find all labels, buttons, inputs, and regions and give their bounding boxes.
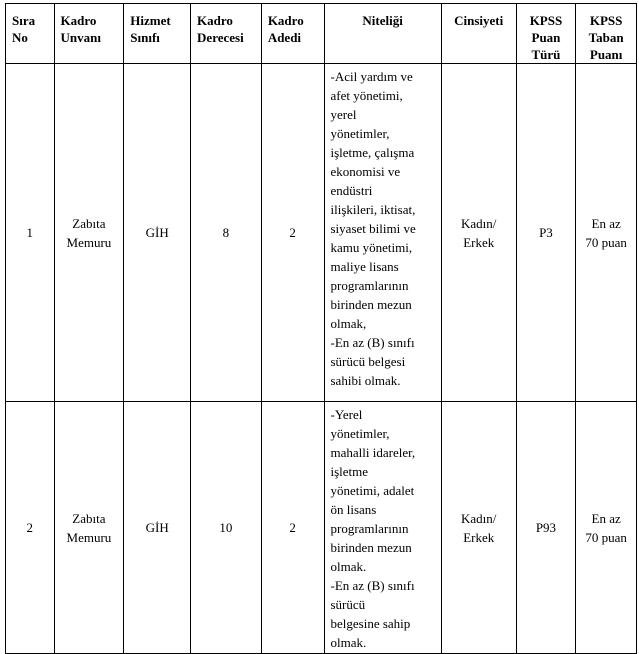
cell-kadro-adedi: 2	[261, 64, 324, 402]
header-niteligi: Niteliği	[324, 4, 441, 64]
table-row	[6, 402, 637, 654]
header-hizmet-sinifi: Hizmet Sınıfı	[124, 4, 191, 64]
header-sira-no: Sıra No	[6, 4, 55, 64]
kadro-table	[5, 3, 637, 654]
header-kadro-derecesi: Kadro Derecesi	[191, 4, 262, 64]
cell-niteligi: -Yerel yönetimler, mahalli idareler, işletme yönetimi, adalet ön lisans programlarının birinden mezun olmak. -En az (B) sınıfı sürücü belgesine sahip olmak.	[324, 402, 441, 654]
cell-cinsiyeti: Kadın/ Erkek	[441, 402, 516, 654]
header-kpss-taban-puani: KPSS Taban Puanı	[576, 4, 637, 64]
cell-sira-no: 2	[6, 402, 55, 654]
cell-cinsiyeti: Kadın/ Erkek	[441, 64, 516, 402]
cell-sira-no: 1	[6, 64, 55, 402]
cell-kadro-adedi: 2	[261, 402, 324, 654]
header-row	[6, 4, 637, 64]
cell-niteligi: -Acil yardım ve afet yönetimi, yerel yönetimler, işletme, çalışma ekonomisi ve endüstri ilişkileri, iktisat, siyaset bilimi ve kamu yönetimi, maliye lisans programlarının birinden mezun olmak, -En az (B) sınıfı sürücü belgesi sahibi olmak.	[324, 64, 441, 402]
header-kadro-unvani: Kadro Unvanı	[54, 4, 124, 64]
cell-kpss-taban-puani: En az 70 puan	[576, 64, 637, 402]
cell-kadro-derecesi: 10	[191, 402, 262, 654]
cell-kpss-puan-turu: P3	[516, 64, 576, 402]
header-kadro-adedi: Kadro Adedi	[261, 4, 324, 64]
cell-kadro-derecesi: 8	[191, 64, 262, 402]
table-row	[6, 64, 637, 402]
cell-kadro-unvani: Zabıta Memuru	[54, 402, 124, 654]
cell-hizmet-sinifi: GİH	[124, 402, 191, 654]
header-kpss-puan-turu: KPSS Puan Türü	[516, 4, 576, 64]
cell-kpss-taban-puani: En az 70 puan	[576, 402, 637, 654]
cell-hizmet-sinifi: GİH	[124, 64, 191, 402]
header-cinsiyeti: Cinsiyeti	[441, 4, 516, 64]
cell-kadro-unvani: Zabıta Memuru	[54, 64, 124, 402]
cell-kpss-puan-turu: P93	[516, 402, 576, 654]
